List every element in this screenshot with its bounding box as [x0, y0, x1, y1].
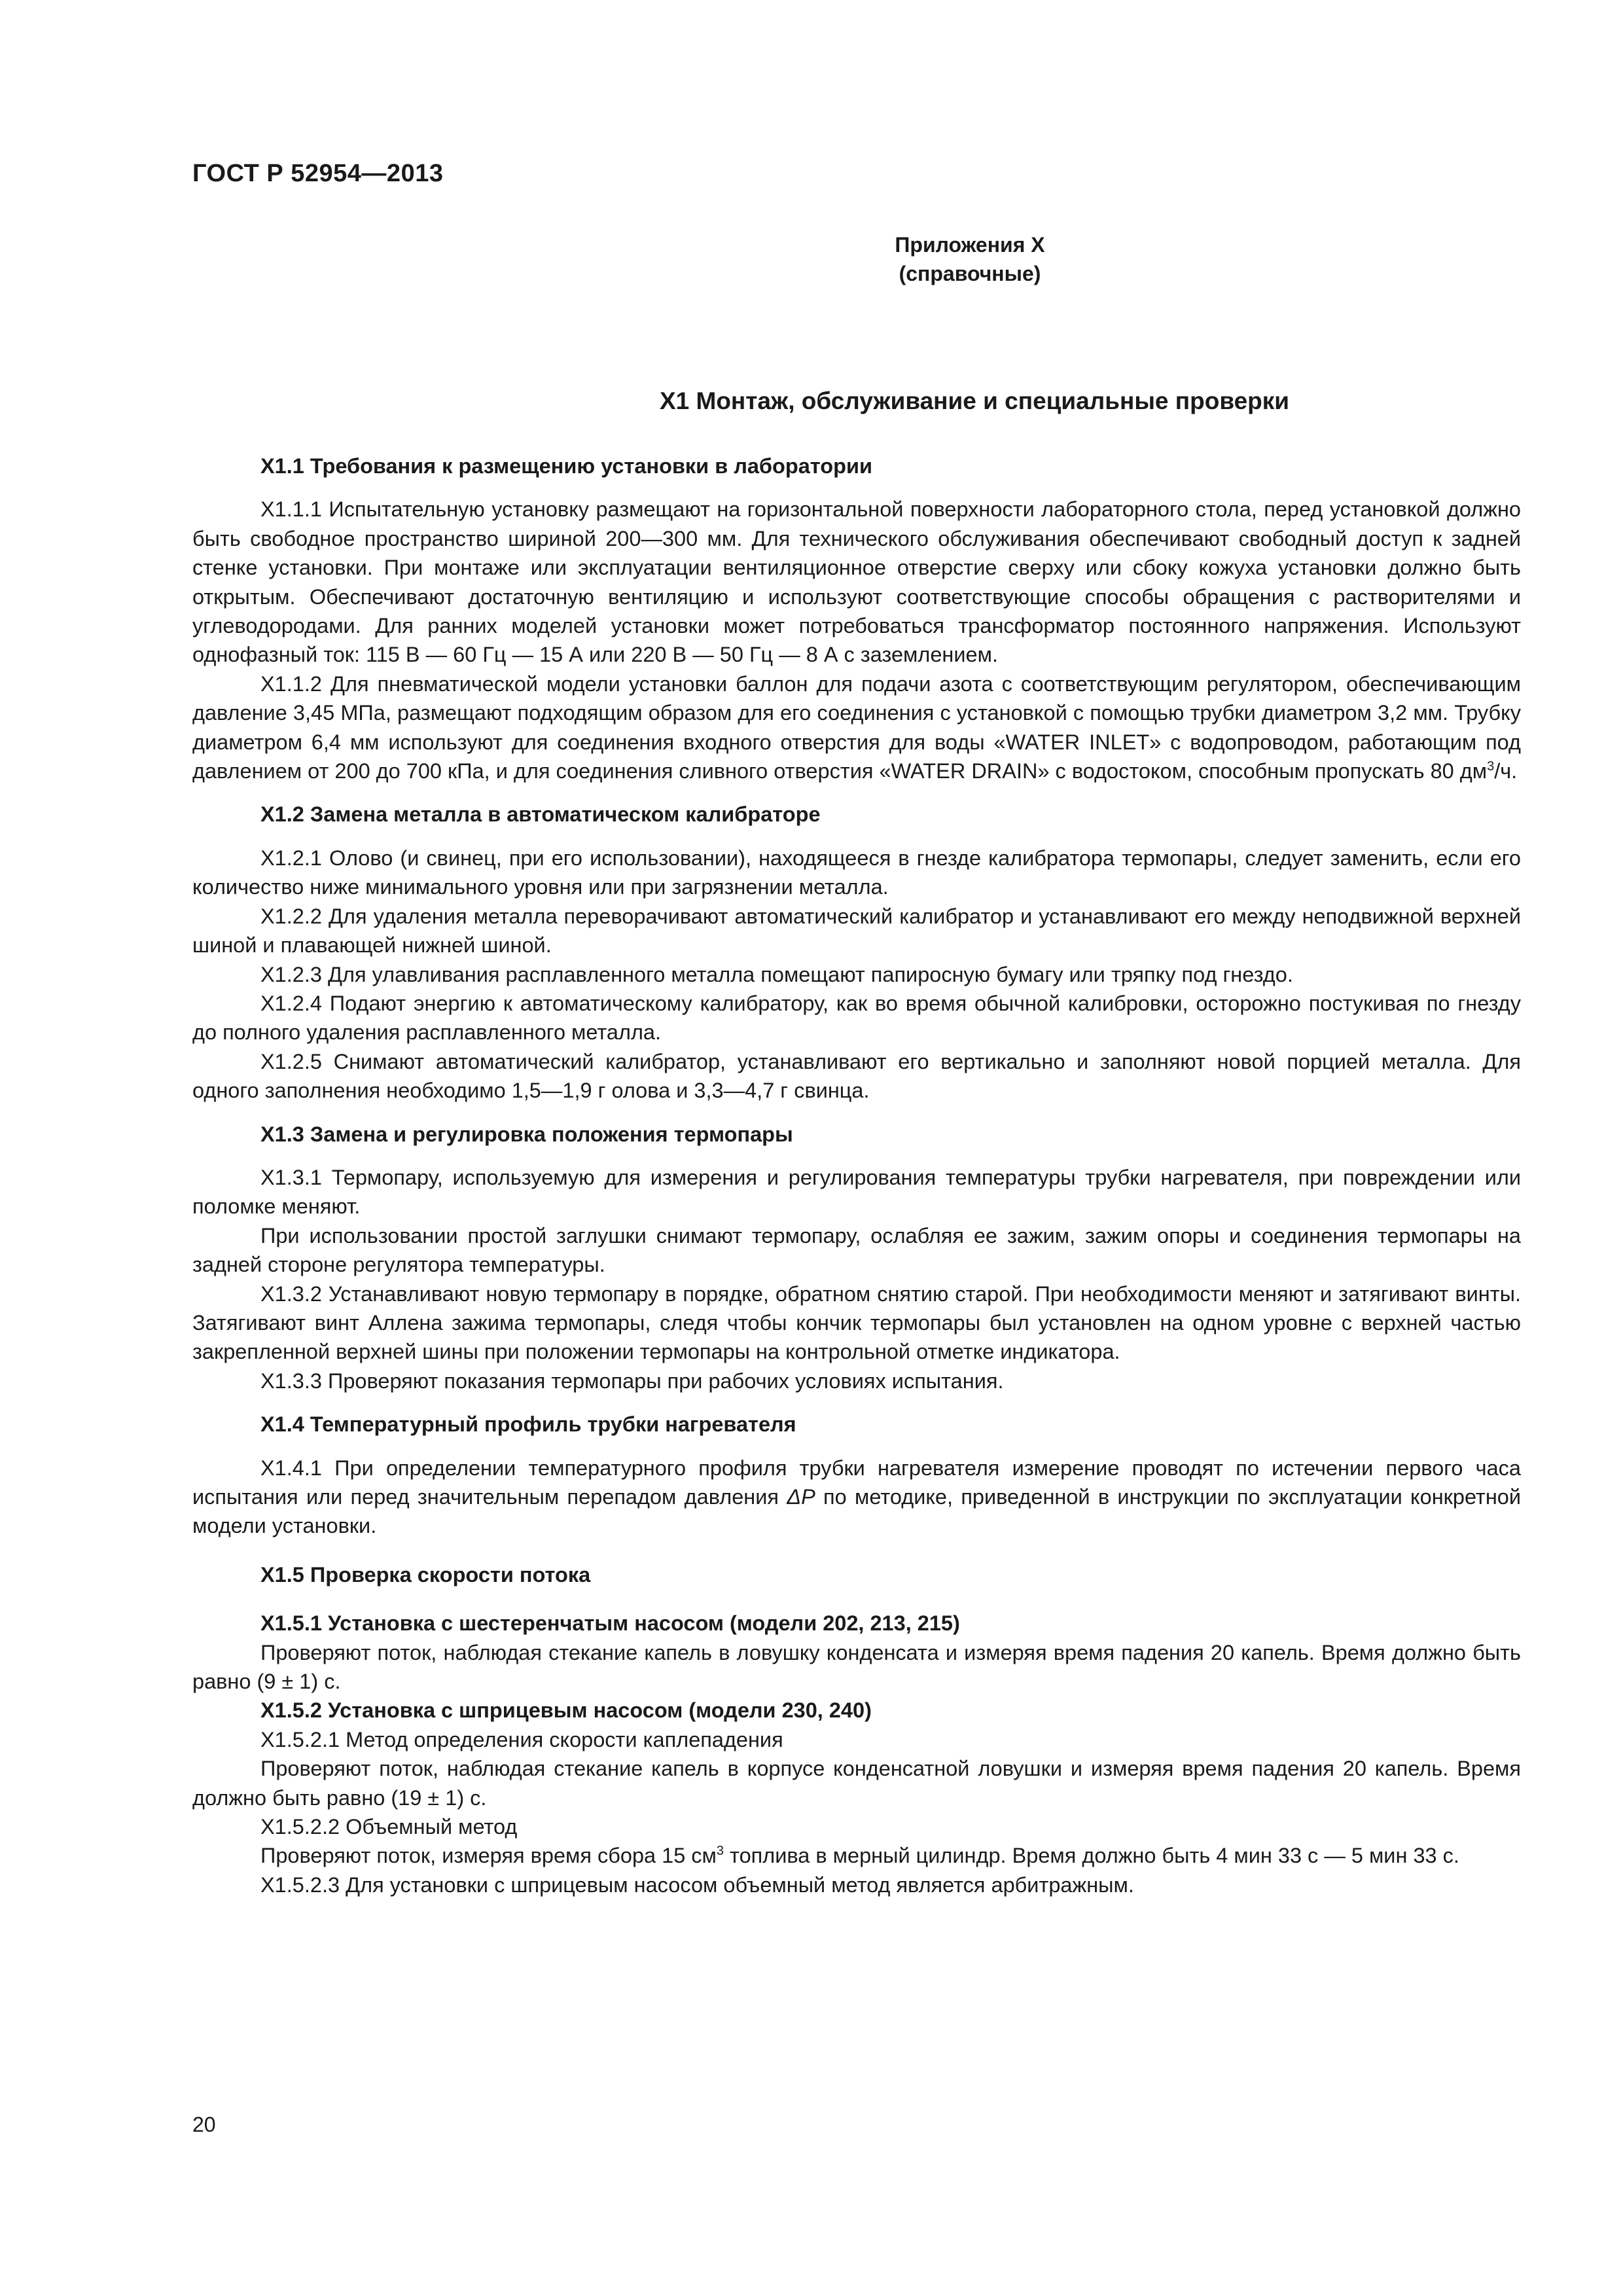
- paragraph-x1-2-1: X1.2.1 Олово (и свинец, при его использовании), находящееся в гнезде калибратора термопары, следует заменить, если его количество ниже минимального уровня или при загрязнении металла.: [192, 846, 1521, 899]
- subsection-heading-x1-1: X1.1 Требования к размещению установки в лаборатории: [260, 454, 872, 478]
- paragraph-x1-2-5: X1.2.5 Снимают автоматический калибратор, устанавливают его вертикально и заполняют новой порцией металла. Для одного заполнения необходимо 1,5—1,9 г олова и 3,3—4,7 г свинца.: [192, 1049, 1521, 1103]
- superscript: 3: [1487, 759, 1495, 774]
- paragraph-x1-5-2-1-text: Проверяют поток, наблюдая стекание капель в корпусе конденсатной ловушки и измеряя время падения 20 капель. Время должно быть равно (19 ± 1) с.: [192, 1757, 1521, 1810]
- paragraph-x1-5-2-2: X1.5.2.2 Объемный метод: [260, 1815, 518, 1839]
- delta-p-symbol: ΔP: [787, 1485, 815, 1509]
- document-code: ГОСТ Р 52954—2013: [192, 160, 444, 187]
- paragraph-x1-2-2: X1.2.2 Для удаления металла переворачивают автоматический калибратор и устанавливают его между неподвижной верхней шиной и плавающей нижней шиной.: [192, 904, 1521, 958]
- paragraph-text: топлива в мерный цилиндр. Время должно быть 4 мин 33 с — 5 мин 33 с.: [724, 1844, 1459, 1868]
- paragraph-text: по методике, приведенной в инструкции по эксплуатации конкретной модели установки.: [192, 1485, 1521, 1538]
- paragraph-x1-3-2: X1.3.2 Устанавливают новую термопару в порядке, обратном снятию старой. При необходимости меняют и затягивают винты. Затягивают винт Аллена зажима термопары, следя чтобы кончик термопары был установлен на одном уровне с верхней частью закрепленной верхней шины при положении термопары на контрольной отметке индикатора.: [192, 1282, 1521, 1364]
- appendix-subtitle: (справочные): [899, 262, 1041, 285]
- subsection-heading-x1-3: X1.3 Замена и регулировка положения термопары: [260, 1122, 793, 1146]
- paragraph-x1-5-1: Проверяют поток, наблюдая стекание капель в ловушку конденсата и измеряя время падения 20 капель. Время должно быть равно (9 ± 1) с.: [192, 1640, 1521, 1694]
- paragraph-x1-1-1: X1.1.1 Испытательную установку размещают на горизонтальной поверхности лабораторного стола, перед установкой должно быть свободное пространство шириной 200—300 мм. Для технического обслуживания обеспечивают свободный доступ к задней стенке установки. При монтаже или эксплуатации вентиляционное отверстие сверху или сбоку кожуха установки должно быть открытым. Обеспечивают достаточную вентиляцию и используют соответствующие способы обращения с растворителями и углеводородами. Для ранних моделей установки может потребоваться трансформатор постоянного напряжения. Используют однофазный ток: 115 В — 60 Гц — 15 А или 220 В — 50 Гц — 8 А с заземлением.: [192, 497, 1521, 667]
- superscript: 3: [716, 1844, 724, 1859]
- paragraph-x1-5-2-1: X1.5.2.1 Метод определения скорости каплепадения: [260, 1727, 783, 1751]
- paragraph-text: /ч.: [1494, 759, 1518, 783]
- section-title-text: X1 Монтаж, обслуживание и специальные проверки: [659, 387, 1290, 414]
- appendix-heading: [192, 230, 1521, 288]
- paragraph-x1-5-2-3: X1.5.2.3 Для установки с шприцевым насосом объемный метод является арбитражным.: [260, 1873, 1134, 1897]
- section-title: [192, 387, 1521, 415]
- paragraph-x1-3-1: X1.3.1 Термопару, используемую для измерения и регулирования температуры трубки нагревателя, при повреждении или поломке меняют.: [192, 1165, 1521, 1219]
- paragraph-x1-5-2-2-text: [192, 1841, 1521, 1870]
- appendix-title: Приложения X: [895, 233, 1045, 257]
- paragraph-x1-3-3: X1.3.3 Проверяют показания термопары при рабочих условиях испытания.: [260, 1369, 1004, 1393]
- paragraph-x1-4-1: [192, 1454, 1521, 1541]
- paragraph-x1-2-4: X1.2.4 Подают энергию к автоматическому калибратору, как во время обычной калибровки, осторожно постукивая по гнезду до полного удаления расплавленного металла.: [192, 991, 1521, 1045]
- subsection-heading-x1-4: X1.4 Температурный профиль трубки нагревателя: [260, 1412, 796, 1437]
- paragraph-text: X1.1.2 Для пневматической модели установки баллон для подачи азота с соответствующим регулятором, обеспечивающим давление 3,45 МПа, размещают подходящим образом для его соединения с установкой с помощью трубки диаметром 3,2 мм. Трубку диаметром 6,4 мм используют для соединения входного отверстия для воды «WATER INLET» с водопроводом, работающим под давлением от 200 до 700 кПа, и для соединения сливного отверстия «WATER DRAIN» с водостоком, способным пропускать 80 дм: [192, 672, 1521, 783]
- paragraph-text: X1.4.1 При определении температурного профиля трубки нагревателя измерение проводят по истечении первого часа испытания или перед значительным перепадом давления: [192, 1456, 1521, 1509]
- paragraph-x1-1-2: [192, 670, 1521, 786]
- paragraph-x1-2-3: X1.2.3 Для улавливания расплавленного металла помещают папиросную бумагу или тряпку под гнездо.: [260, 962, 1293, 986]
- document-body: [192, 452, 1521, 1899]
- subsection-heading-x1-5-2: X1.5.2 Установка с шприцевым насосом (модели 230, 240): [260, 1698, 872, 1723]
- subsection-heading-x1-2: X1.2 Замена металла в автоматическом калибраторе: [260, 802, 821, 827]
- paragraph-text: Проверяют поток, измеряя время сбора 15 см: [260, 1844, 717, 1868]
- paragraph-x1-3-1-cont: При использовании простой заглушки снимают термопару, ослабляя ее зажим, зажим опоры и соединения термопары на задней стороне регулятора температуры.: [192, 1223, 1521, 1277]
- subsection-heading-x1-5-1: X1.5.1 Установка с шестеренчатым насосом (модели 202, 213, 215): [260, 1611, 960, 1636]
- page-number: 20: [192, 2113, 216, 2136]
- subsection-heading-x1-5: X1.5 Проверка скорости потока: [260, 1562, 591, 1587]
